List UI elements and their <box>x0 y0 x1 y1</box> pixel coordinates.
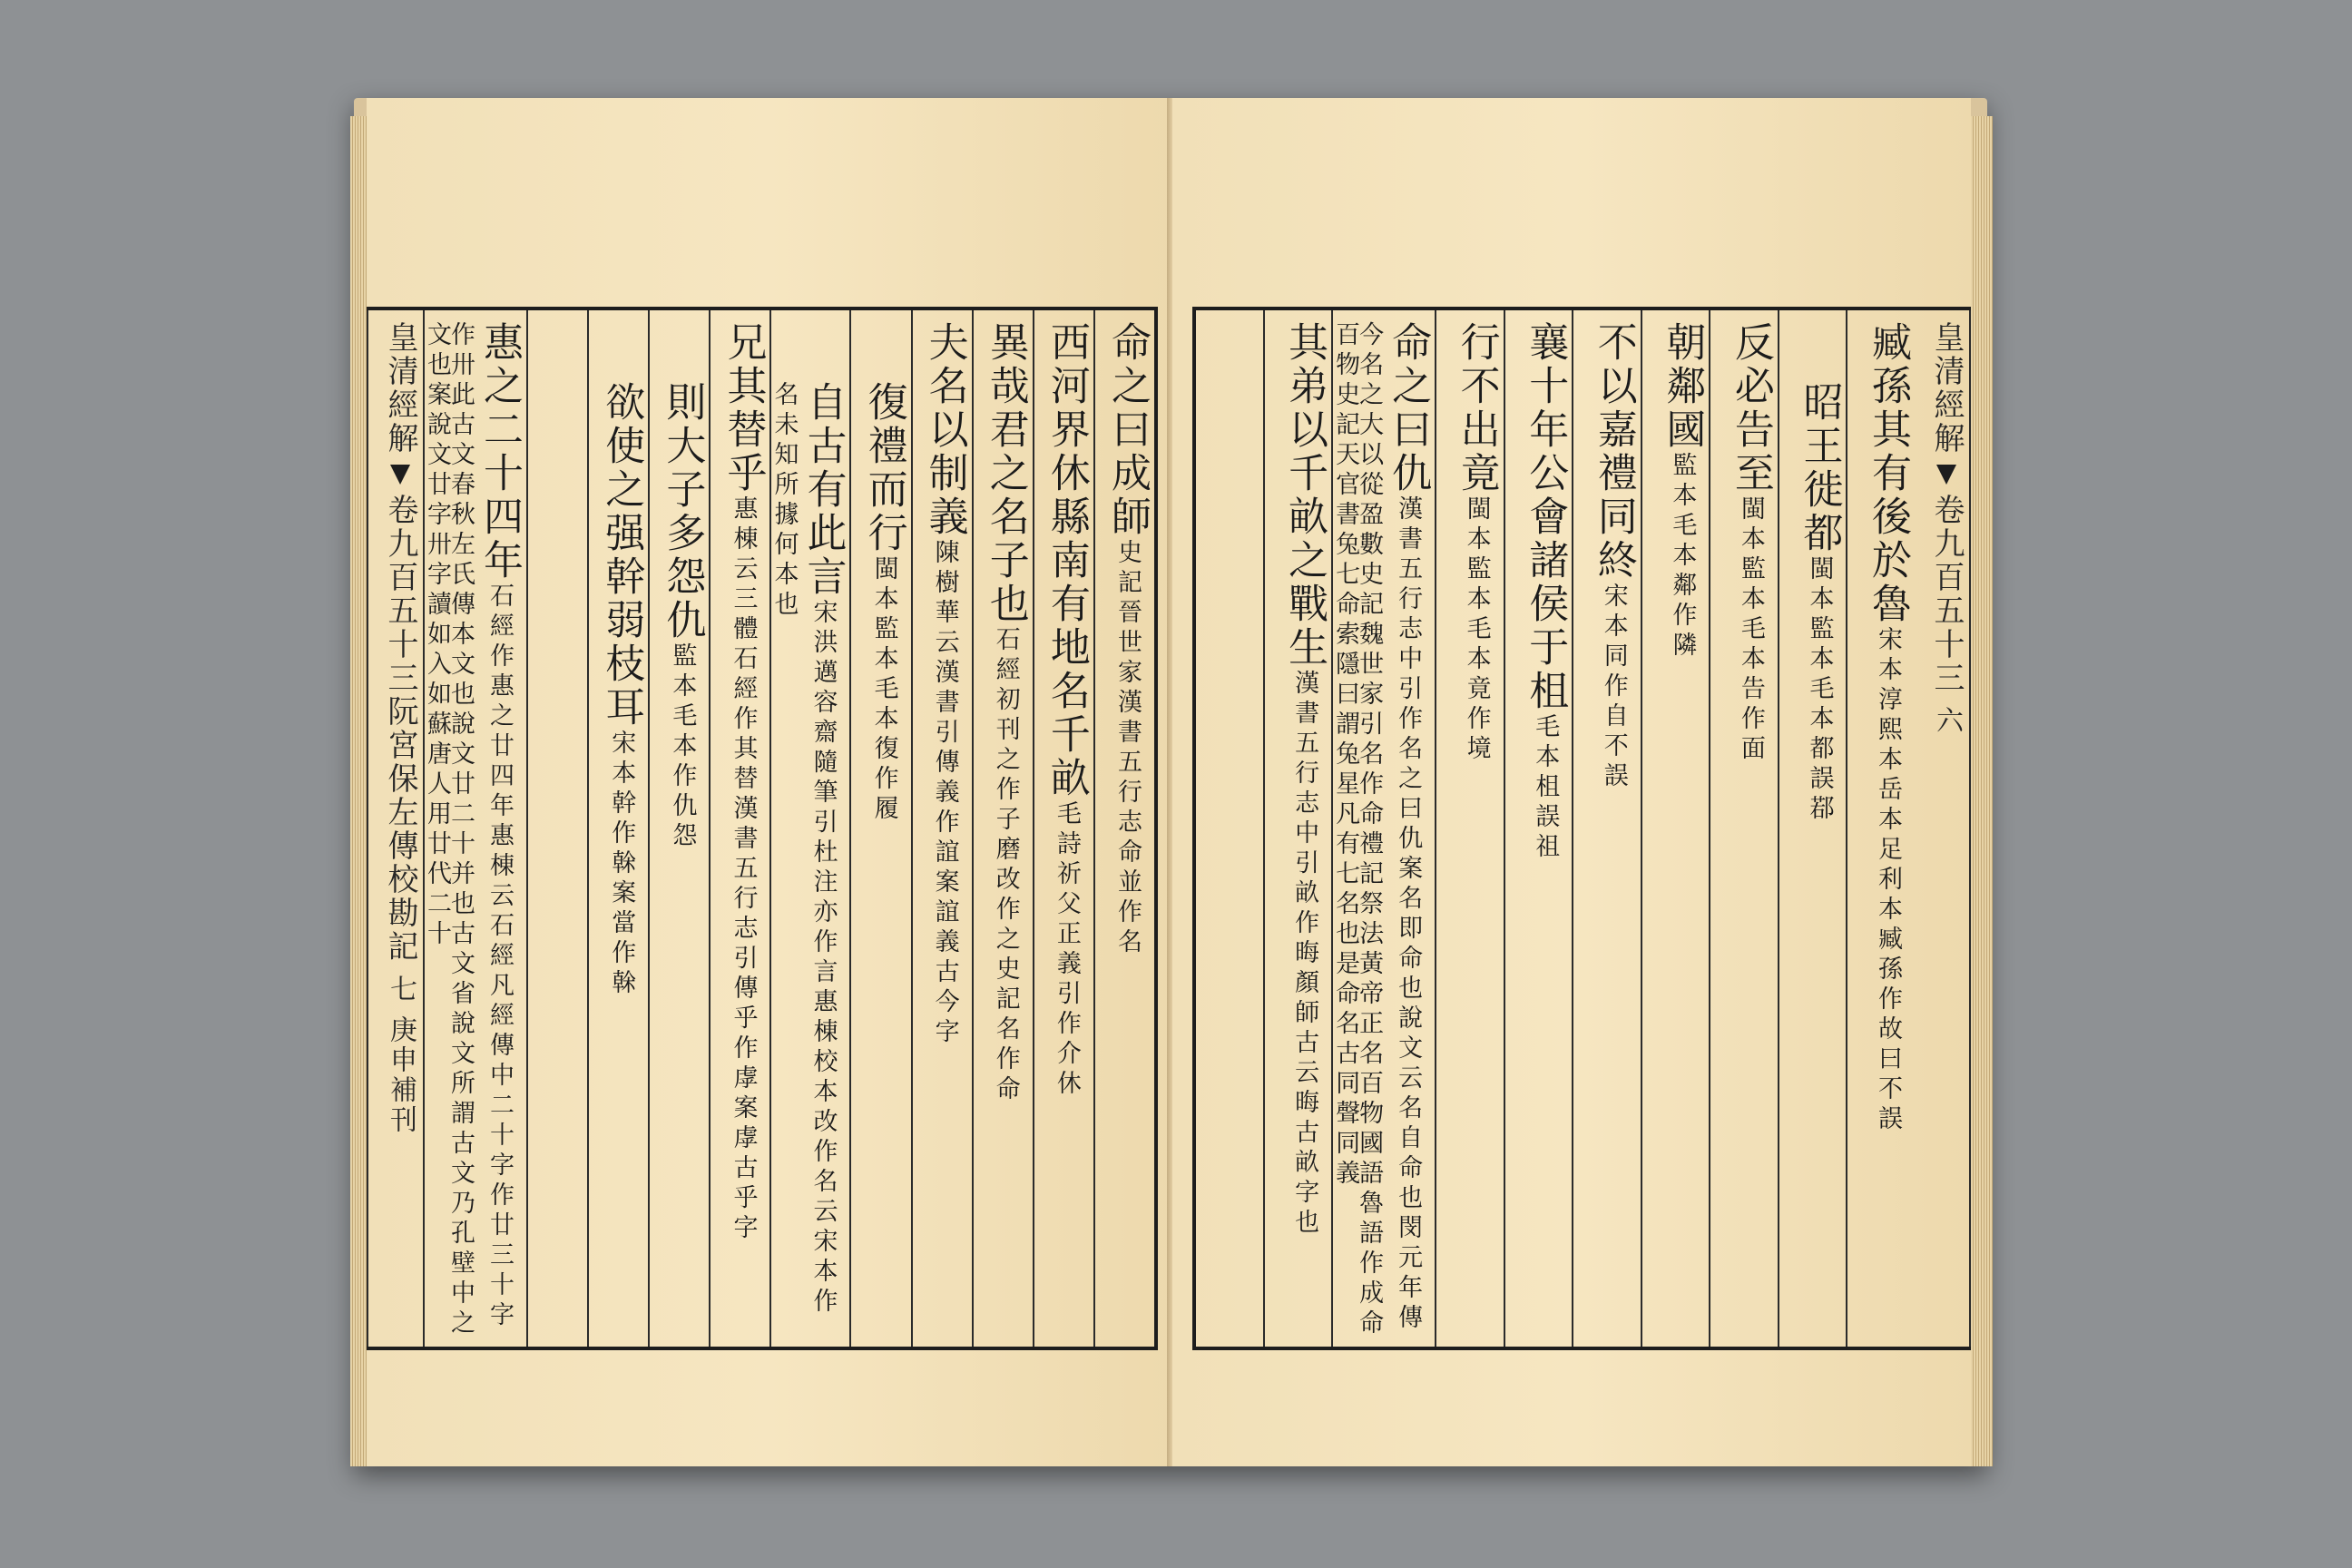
commentary-text: 毛本柤誤祖 <box>1531 713 1560 863</box>
text-column <box>1196 310 1263 1347</box>
text-column <box>526 310 587 1347</box>
commentary-text: 毛詩祈父正義引作介休 <box>1052 800 1081 1100</box>
right-page-columns <box>1196 310 1971 1347</box>
headword-text: 自古有此言 <box>799 381 847 599</box>
margin-column <box>1915 310 1971 1347</box>
margin-column <box>367 310 423 1347</box>
commentary-text: 監本毛本鄰作隣 <box>1668 452 1697 662</box>
commentary-text: 漢書五行志中引畝作晦顏師古云晦古畝字也 <box>1290 670 1319 1239</box>
headword-text: 反必告至 <box>1727 321 1774 495</box>
text-column <box>1033 310 1093 1347</box>
commentary-text: 宋洪邁容齋隨筆引杜注亦作言惠棟校本改作名云宋本作名未知所據何本也 <box>769 381 838 1318</box>
headword-text: 則大子多怨仇 <box>659 381 706 642</box>
commentary-text: 惠棟云三體石經作其替漢書五行志引傳乎作虖案虖古乎字 <box>729 495 758 1244</box>
headword-text: 惠之二十四年 <box>476 321 524 583</box>
commentary-text: 史記晉世家漢書五行志命並作名 <box>1113 539 1142 958</box>
margin-volume: 卷九百五十三 <box>382 494 419 695</box>
text-column <box>849 310 910 1347</box>
commentary-text: 宋本淳熙本岳本足利本臧孫作故曰不誤 <box>1874 626 1902 1135</box>
margin-note: 庚申補刊 <box>385 1015 417 1135</box>
headword-text: 臧孫其有後於魯 <box>1865 321 1911 626</box>
text-column <box>709 310 769 1347</box>
headword-text: 復禮而行 <box>860 381 907 555</box>
text-column <box>1331 310 1435 1347</box>
commentary-text: 宋本幹作榦案當作榦 <box>607 730 636 999</box>
text-column <box>1641 310 1710 1347</box>
text-column <box>911 310 972 1347</box>
text-column <box>1572 310 1641 1347</box>
headword-text: 昭王徙都 <box>1796 381 1843 555</box>
margin-title: 皇清經解 <box>1928 321 1965 456</box>
text-column <box>423 310 526 1347</box>
headword-text: 異哉君之名子也 <box>982 321 1029 626</box>
text-column <box>648 310 709 1347</box>
commentary-text: 監本毛本作仇怨 <box>668 642 697 852</box>
commentary-text: 漢書五行志中引作名之曰仇案名即命也說文云名自命也閔元年傳今名之大以從盈數史記魏世家引名作命禮記祭法黃帝正名百物國語魯語作成命百物史記天官書兔七命索隱曰謂兔星凡有七名也是命名古同聲同義 <box>1331 321 1423 1339</box>
headword-text: 命之曰成師 <box>1104 321 1151 539</box>
headword-text: 襄十年公會諸侯于柤 <box>1522 321 1569 713</box>
headword-text: 朝鄰國 <box>1659 321 1706 452</box>
text-column <box>1504 310 1573 1347</box>
text-column <box>1778 310 1847 1347</box>
left-page <box>367 98 1172 1466</box>
commentary-text: 閩本監本毛本都誤鄀 <box>1805 555 1834 825</box>
commentary-text: 宋本同作自不誤 <box>1599 583 1628 792</box>
margin-folio-number: 六 <box>1931 706 1963 736</box>
left-page-columns <box>367 310 1154 1347</box>
right-page <box>1172 98 1971 1466</box>
text-column <box>1263 310 1332 1347</box>
fish-tail-mark-icon <box>390 465 410 485</box>
open-book <box>354 98 1987 1466</box>
headword-text: 欲使之强幹弱枝耳 <box>598 381 645 730</box>
text-column <box>1709 310 1778 1347</box>
commentary-text: 陳樹華云漢書引傳義作誼案誼義古今字 <box>930 539 959 1048</box>
headword-text: 行不出竟 <box>1453 321 1500 495</box>
headword-text: 其弟以千畝之戰生 <box>1281 321 1328 670</box>
text-column <box>769 310 849 1347</box>
right-page-frame <box>1192 307 1971 1350</box>
text-column <box>1093 310 1154 1347</box>
fish-tail-mark-icon <box>1936 465 1956 485</box>
text-column <box>1435 310 1504 1347</box>
commentary-text: 石經作惠之廿四年惠棟云石經凡經傳中二十字作廿三十字作卅此古文春秋左氏傳本文也說文廿二十并也古文省說文所謂古文乃孔壁中之文也案說文廿字卅字讀如入如蘇唐人用廿代二十 <box>423 321 514 1339</box>
headword-text: 夫名以制義 <box>921 321 968 539</box>
left-page-frame <box>367 307 1158 1350</box>
commentary-text: 閩本監本毛本復作履 <box>869 555 898 825</box>
text-column <box>1846 310 1915 1347</box>
text-column <box>972 310 1033 1347</box>
margin-folio-number: 七 <box>385 975 417 1004</box>
headword-text: 兄其替乎 <box>720 321 767 495</box>
commentary-text: 閩本監本毛本竟作境 <box>1462 495 1491 765</box>
commentary-text: 石經初刊之作子磨改作之史記名作命 <box>991 626 1020 1105</box>
headword-text: 西河界休縣南有地名千畝 <box>1043 321 1090 800</box>
margin-volume: 卷九百五十三 <box>1928 494 1965 695</box>
headword-text: 不以嘉禮同終 <box>1590 321 1637 583</box>
commentary-text: 閩本監本毛本告作面 <box>1736 495 1765 765</box>
margin-title: 皇清經解 <box>382 321 419 456</box>
margin-book-title: 阮宮保左傳校勘記 <box>382 695 419 964</box>
page-edges-right <box>1971 116 1993 1466</box>
text-column <box>587 310 648 1347</box>
headword-text: 命之曰仇 <box>1385 321 1432 495</box>
